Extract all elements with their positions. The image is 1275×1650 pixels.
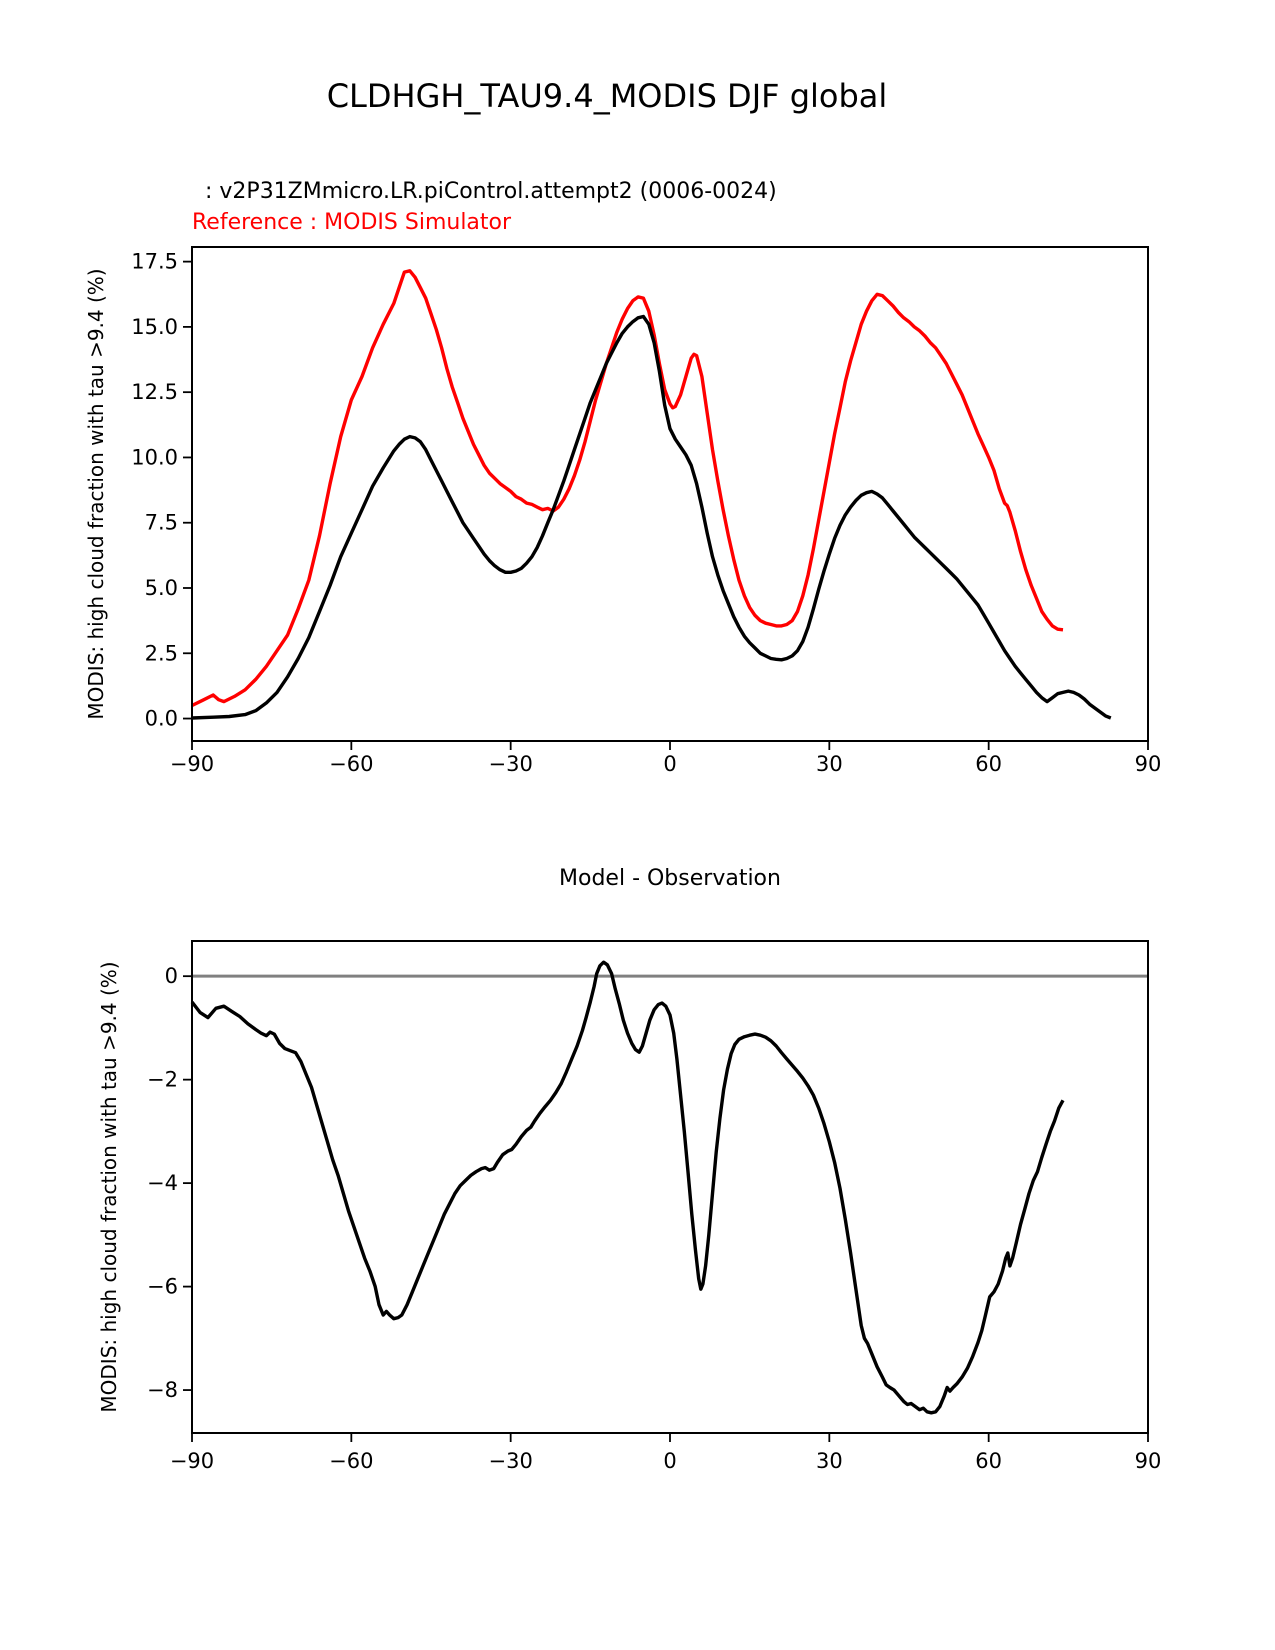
bottom-y-axis-label: MODIS: high cloud fraction with tau >9.4 (%) [97, 961, 121, 1413]
legend-reference-label: Reference : MODIS Simulator [192, 210, 512, 235]
x-tick-label: −30 [488, 752, 533, 776]
x-tick-label: 60 [975, 752, 1003, 776]
x-tick-label: 0 [663, 1449, 677, 1473]
y-tick-label: 10.0 [131, 445, 178, 470]
y-tick-label: 17.5 [131, 249, 178, 274]
top-y-axis-label: MODIS: high cloud fraction with tau >9.4 (%) [84, 268, 108, 720]
x-tick-label: 60 [975, 1449, 1003, 1473]
y-tick-label: −8 [147, 1378, 178, 1403]
x-tick-label: −90 [169, 1449, 215, 1473]
y-tick-label: 7.5 [144, 510, 178, 535]
y-tick-label: 5.0 [144, 575, 178, 600]
x-tick-label: 90 [1134, 752, 1162, 776]
page-title: CLDHGH_TAU9.4_MODIS DJF global [326, 77, 888, 115]
legend-model-label: : v2P31ZMmicro.LR.piControl.attempt2 (0006-0024) [205, 179, 777, 204]
x-tick-label: −90 [169, 752, 215, 776]
reference-curve [192, 271, 1063, 706]
y-tick-label: 0 [164, 964, 178, 989]
y-tick-label: 2.5 [144, 641, 178, 666]
y-tick-label: 0.0 [144, 706, 178, 731]
y-tick-label: −6 [147, 1274, 178, 1299]
x-tick-label: 0 [663, 752, 677, 776]
difference-curve [192, 962, 1063, 1413]
model-curve [192, 317, 1111, 719]
bottom-panel [97, 866, 1161, 1473]
bottom-panel-title: Model - Observation [559, 866, 781, 891]
x-tick-label: 30 [815, 752, 843, 776]
x-tick-label: 30 [815, 1449, 843, 1473]
top-axis-ticks [131, 250, 1161, 776]
x-tick-label: −60 [329, 1449, 374, 1473]
top-panel [84, 247, 1161, 776]
x-tick-label: −30 [488, 1449, 533, 1473]
y-tick-label: −4 [147, 1171, 178, 1196]
y-tick-label: −2 [147, 1067, 178, 1092]
bottom-axis-ticks [147, 964, 1161, 1473]
top-axes-frame [192, 247, 1148, 741]
x-tick-label: 90 [1134, 1449, 1162, 1473]
y-tick-label: 15.0 [131, 314, 178, 339]
y-tick-label: 12.5 [131, 380, 178, 405]
x-tick-label: −60 [329, 752, 374, 776]
